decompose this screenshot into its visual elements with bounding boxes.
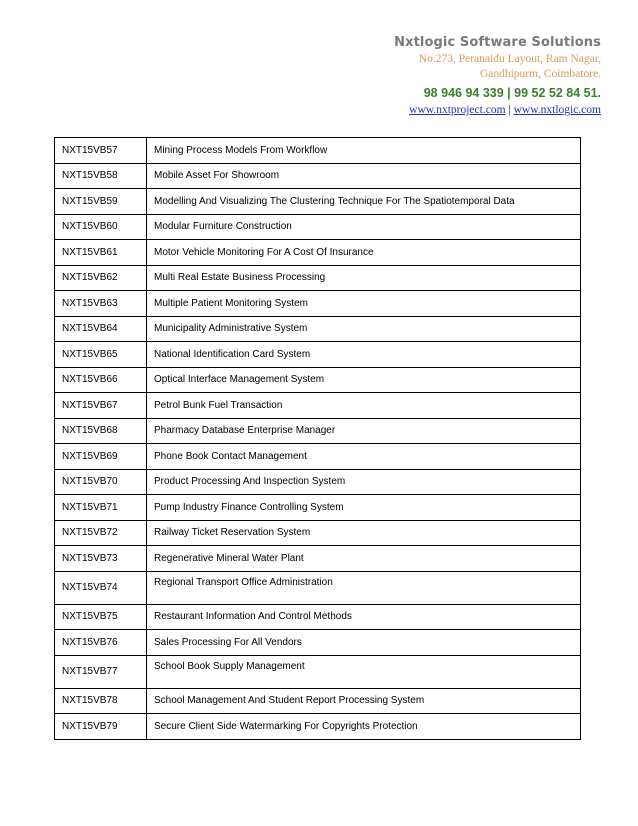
project-title: Multiple Patient Monitoring System <box>147 291 581 317</box>
project-title: Secure Client Side Watermarking For Copyrights Protection <box>147 714 581 740</box>
website-link-nxtproject[interactable]: www.nxtproject.com <box>409 104 506 116</box>
project-code: NXT15VB77 <box>55 655 147 688</box>
project-title: Modelling And Visualizing The Clustering Technique For The Spatiotemporal Data <box>147 189 581 215</box>
phone-numbers: 98 946 94 339 | 99 52 52 84 51. <box>423 86 601 100</box>
project-code: NXT15VB65 <box>55 342 147 368</box>
table-row <box>55 630 581 656</box>
website-link-nxtlogic[interactable]: www.nxtlogic.com <box>513 104 601 116</box>
table-row <box>55 714 581 740</box>
project-title: Mining Process Models From Workflow <box>147 138 581 164</box>
project-title: Phone Book Contact Management <box>147 444 581 470</box>
project-code: NXT15VB62 <box>55 265 147 291</box>
table-row <box>55 214 581 240</box>
project-title: National Identification Card System <box>147 342 581 368</box>
address-line-2: Gandhipurm, Coimbatore. <box>479 68 601 80</box>
project-title: Municipality Administrative System <box>147 316 581 342</box>
project-title: Restaurant Information And Control Methods <box>147 604 581 630</box>
table-row <box>55 604 581 630</box>
table-row <box>55 240 581 266</box>
project-code: NXT15VB76 <box>55 630 147 656</box>
address-line-1: No.273, Peranaidu Layout, Ram Nagar, <box>418 53 601 65</box>
project-title: Railway Ticket Reservation System <box>147 520 581 546</box>
project-title: Pump Industry Finance Controlling System <box>147 495 581 521</box>
project-title: Petrol Bunk Fuel Transaction <box>147 393 581 419</box>
table-row <box>55 316 581 342</box>
table-row <box>55 393 581 419</box>
table-row <box>55 342 581 368</box>
table-row <box>55 291 581 317</box>
project-code: NXT15VB68 <box>55 418 147 444</box>
project-code: NXT15VB66 <box>55 367 147 393</box>
table-row <box>55 655 581 688</box>
table-row <box>55 189 581 215</box>
company-header <box>281 34 601 118</box>
project-code: NXT15VB72 <box>55 520 147 546</box>
project-code: NXT15VB69 <box>55 444 147 470</box>
project-code: NXT15VB61 <box>55 240 147 266</box>
project-code: NXT15VB63 <box>55 291 147 317</box>
table-row <box>55 546 581 572</box>
table-row <box>55 520 581 546</box>
table-row <box>55 163 581 189</box>
table-row <box>55 469 581 495</box>
project-title: Sales Processing For All Vendors <box>147 630 581 656</box>
project-code: NXT15VB60 <box>55 214 147 240</box>
project-title: Regenerative Mineral Water Plant <box>147 546 581 572</box>
project-table <box>54 137 581 740</box>
project-title: Modular Furniture Construction <box>147 214 581 240</box>
table-row <box>55 495 581 521</box>
link-separator: | <box>508 104 511 116</box>
project-code: NXT15VB73 <box>55 546 147 572</box>
project-code: NXT15VB58 <box>55 163 147 189</box>
table-row <box>55 571 581 604</box>
project-title: Motor Vehicle Monitoring For A Cost Of Insurance <box>147 240 581 266</box>
project-code: NXT15VB75 <box>55 604 147 630</box>
table-row <box>55 688 581 714</box>
project-code: NXT15VB57 <box>55 138 147 164</box>
company-name: Nxtlogic Software Solutions <box>394 35 601 50</box>
project-title: Mobile Asset For Showroom <box>147 163 581 189</box>
project-code: NXT15VB71 <box>55 495 147 521</box>
project-code: NXT15VB74 <box>55 571 147 604</box>
project-code: NXT15VB64 <box>55 316 147 342</box>
project-code: NXT15VB67 <box>55 393 147 419</box>
project-code: NXT15VB59 <box>55 189 147 215</box>
project-title: School Management And Student Report Processing System <box>147 688 581 714</box>
project-title: Pharmacy Database Enterprise Manager <box>147 418 581 444</box>
project-code: NXT15VB70 <box>55 469 147 495</box>
project-code: NXT15VB79 <box>55 714 147 740</box>
table-row <box>55 444 581 470</box>
table-row <box>55 265 581 291</box>
project-title: School Book Supply Management <box>147 655 581 688</box>
table-row <box>55 367 581 393</box>
table-row <box>55 138 581 164</box>
project-title: Regional Transport Office Administration <box>147 571 581 604</box>
table-row <box>55 418 581 444</box>
project-code: NXT15VB78 <box>55 688 147 714</box>
project-title: Multi Real Estate Business Processing <box>147 265 581 291</box>
website-links <box>281 102 601 118</box>
project-title: Product Processing And Inspection System <box>147 469 581 495</box>
project-title: Optical Interface Management System <box>147 367 581 393</box>
